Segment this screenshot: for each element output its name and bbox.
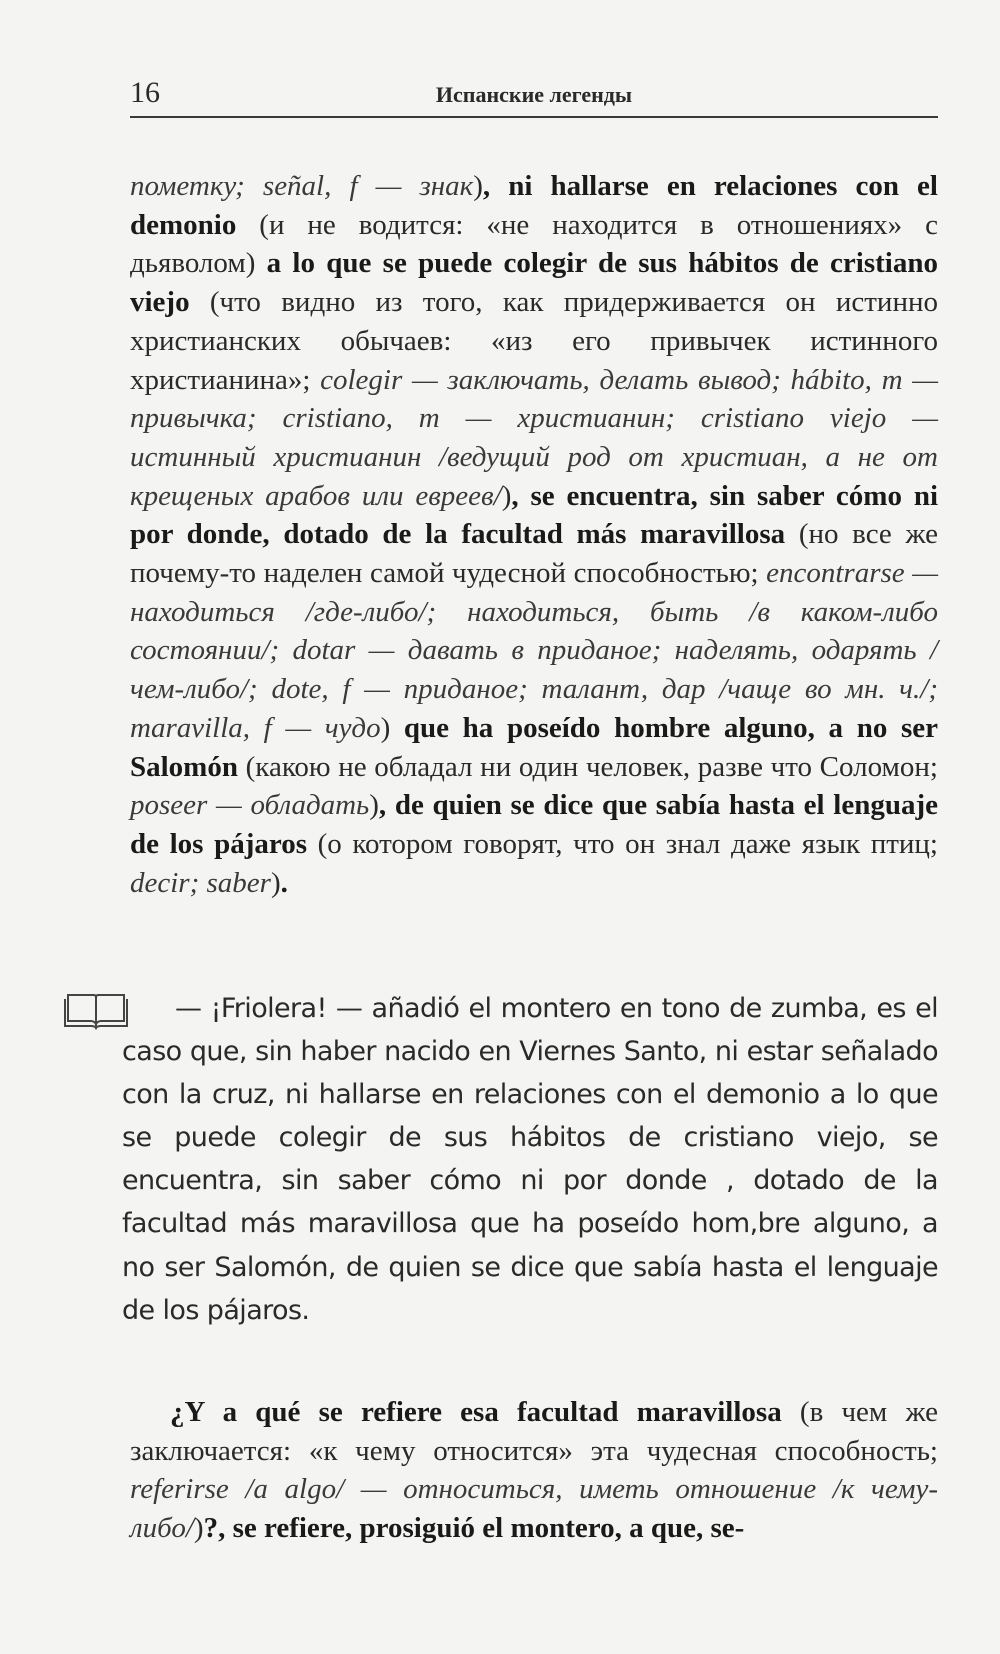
vocabulary-note: encontrarse — находиться /где-либо/; находиться, быть /в каком-либо состоянии/; dotar — давать в приданое; наделять, одарять /чем-либо/; dote, f — приданое; талант, дар /чаще во мн. ч./; maravilla, f — чудо — [130, 557, 938, 744]
vocabulary-note: colegir — заключать, делать вывод; hábito, m — привычка; cristiano, m — христианин; cristiano viejo — истинный христианин /ведущий род от христиан, а не от крещеных арабов или евреев/ — [130, 363, 938, 512]
page-header — [130, 76, 938, 118]
translation-text: (и не водится: «не находится в отношениях» с дьяволом) — [130, 208, 938, 280]
translation-text: (какою не обладал ни один человек, разве что Соломон; — [237, 750, 938, 783]
vocabulary-note: referirse /a algo/ — относиться, иметь отношение /к чему-либо/ — [130, 1473, 938, 1545]
original-text-paragraph: — ¡Friolera! — añadió el montero en tono de zumba, es el caso que, sin haber nacido en Viernes Santo, ni estar señalado con la cruz, ni hallarse en relaciones con el demonio a lo que se puede colegir de sus hábitos de cristiano viejo, se encuentra, sin saber cómo ni por donde , dotado de la facultad más maravillosa que ha poseído hom,bre alguno, a no ser Salomón, de quien se dice que sabía hasta el lenguaje de los pájaros. — [122, 993, 938, 1326]
translation-text: (но все же почему-то наделен самой чудесной способностью; — [130, 518, 938, 590]
spanish-text: ¿Y a qué se refiere esa facultad maravillosa — [170, 1396, 782, 1428]
spanish-text: ?, se refiere, prosiguió el montero, a que, se- — [203, 1512, 745, 1545]
translation-text: ) — [369, 789, 379, 822]
translation-text: ) — [501, 479, 512, 512]
translation-text: (в чем же заключается: «к чему относится» эта чудесная способность; — [130, 1396, 938, 1467]
running-title: Испанские легенды — [435, 82, 633, 107]
spanish-text: , de quien se dice que sabía hasta el lenguaje de los pájaros — [130, 789, 938, 860]
translation-text: ) — [380, 711, 404, 744]
translation-text: (что видно из того, как придерживается он истинно христианских обычаев: «из его привычек истинного христианина»; — [130, 286, 938, 396]
vocabulary-note: пометку; señal, f — знак — [130, 170, 474, 202]
translation-text: ) — [473, 170, 483, 202]
translation-text: ) — [270, 866, 281, 899]
translation-text: (о котором говорят, что он знал даже язык птиц; — [306, 827, 938, 860]
spanish-text: que ha poseído hombre alguno, a no ser Salomón — [130, 711, 938, 783]
spanish-text: . — [280, 866, 288, 899]
vocabulary-note: decir; saber — [130, 866, 271, 899]
annotated-paragraph-2 — [130, 1393, 938, 1548]
spanish-text: , se encuentra, sin saber cómo ni por donde, dotado de la facultad más maravillosa — [130, 479, 938, 551]
annotated-paragraph-1 — [130, 167, 938, 902]
page-number: 16 — [130, 76, 160, 109]
open-book-icon — [64, 990, 128, 1030]
vocabulary-note: poseer — обладать — [130, 789, 370, 822]
spanish-text: , ni hallarse en relaciones con el demonio — [130, 170, 938, 241]
spanish-text: a lo que se puede colegir de sus hábitos de cristiano viejo — [130, 247, 938, 319]
translation-text: ) — [193, 1512, 204, 1545]
